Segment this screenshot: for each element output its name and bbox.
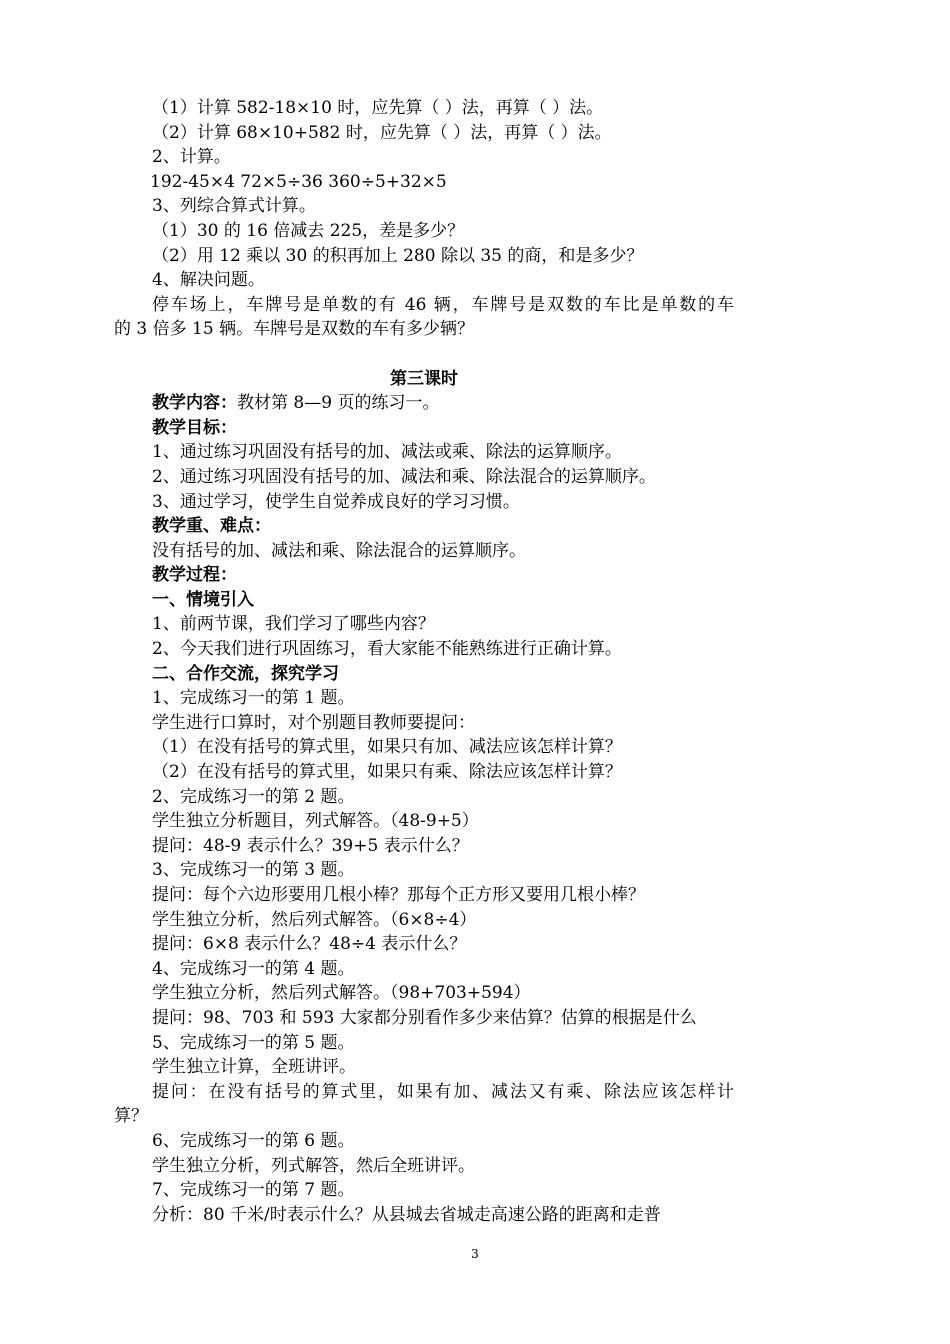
question-4-title: 4、解决问题。 — [152, 270, 265, 291]
practice-3: 3、完成练习一的第 3 题。 — [152, 860, 355, 881]
key-points-label: 教学重、难点： — [152, 516, 271, 537]
practice-5-question-line-2: 算？ — [114, 1106, 148, 1127]
question-3-1: （1）30 的 16 倍减去 225，差是多少？ — [152, 220, 465, 241]
practice-1-q2: （2）在没有括号的算式里，如果只有乘、除法应该怎样计算？ — [152, 762, 622, 783]
key-points-text: 没有括号的加、减法和乘、除法混合的运算顺序。 — [152, 540, 526, 561]
goal-3: 3、通过学习，使学生自觉养成良好的学习习惯。 — [152, 491, 520, 512]
question-2-title: 2、计算。 — [152, 147, 231, 168]
process-label: 教学过程： — [152, 565, 237, 586]
practice-7-analysis: 分析：80 千米/时表示什么？从县城去省城走高速公路的距离和走普 — [152, 1204, 661, 1225]
section-2-heading: 二、合作交流，探究学习 — [152, 663, 339, 684]
practice-5: 5、完成练习一的第 5 题。 — [152, 1032, 355, 1053]
practice-1: 1、完成练习一的第 1 题。 — [152, 688, 355, 709]
teaching-content-text: 教材第 8—9 页的练习一。 — [237, 393, 440, 414]
practice-2-note: 学生独立分析题目，列式解答。（48-9+5） — [152, 811, 479, 832]
page-body — [114, 96, 734, 1227]
practice-2-question: 提问：48-9 表示什么？39+5 表示什么？ — [152, 835, 469, 856]
section-1-item-2: 2、今天我们进行巩固练习，看大家能不能熟练进行正确计算。 — [152, 639, 622, 660]
practice-4: 4、完成练习一的第 4 题。 — [152, 958, 355, 979]
practice-7: 7、完成练习一的第 7 题。 — [152, 1180, 355, 1201]
teaching-goals-label: 教学目标： — [152, 417, 237, 438]
question-1-2: （2）计算 68×10+582 时，应先算（ ）法，再算（ ）法。 — [152, 122, 612, 143]
practice-4-note: 学生独立分析，然后列式解答。（98+703+594） — [152, 983, 531, 1004]
practice-6-note: 学生独立分析，列式解答，然后全班讲评。 — [152, 1155, 475, 1176]
question-3-title: 3、列综合算式计算。 — [152, 196, 316, 217]
practice-3-note: 学生独立分析，然后列式解答。（6×8÷4） — [152, 909, 477, 930]
practice-1-q1: （1）在没有括号的算式里，如果只有加、减法应该怎样计算？ — [152, 737, 622, 758]
practice-5-note: 学生独立计算，全班讲评。 — [152, 1057, 356, 1078]
teaching-content-label: 教学内容： — [152, 393, 237, 414]
practice-4-question: 提问：98、703 和 593 大家都分别看作多少来估算？估算的根据是什么 — [152, 1007, 697, 1028]
spacer — [114, 342, 734, 367]
lesson-title: 第三课时 — [390, 368, 458, 389]
goal-2: 2、通过练习巩固没有括号的加、减法和乘、除法混合的运算顺序。 — [152, 466, 656, 487]
question-4-line-1: 停车场上，车牌号是单数的有 46 辆，车牌号是双数的车比是单数的车 — [152, 294, 734, 315]
question-1-1: （1）计算 582-18×10 时，应先算（ ）法，再算（ ）法。 — [152, 98, 604, 118]
practice-3-question-1: 提问：每个六边形要用几根小棒？那每个正方形又要用几根小棒？ — [152, 885, 645, 905]
practice-2: 2、完成练习一的第 2 题。 — [152, 786, 355, 807]
question-4-line-2: 的 3 倍多 15 辆。车牌号是双数的车有多少辆？ — [114, 319, 475, 340]
practice-5-question-line-1: 提问：在没有括号的算式里，如果有加、减法又有乘、除法应该怎样计 — [152, 1081, 734, 1102]
goal-1: 1、通过练习巩固没有括号的加、减法或乘、除法的运算顺序。 — [152, 442, 622, 463]
practice-3-question-2: 提问：6×8 表示什么？48÷4 表示什么？ — [152, 934, 467, 955]
teaching-content — [114, 391, 734, 416]
practice-1-note: 学生进行口算时，对个别题目教师要提问： — [152, 712, 475, 733]
question-2-items: 192-45×4 72×5÷36 360÷5+32×5 — [150, 171, 447, 192]
question-3-2: （2）用 12 乘以 30 的积再加上 280 除以 35 的商，和是多少？ — [152, 245, 644, 266]
section-1-item-1: 1、前两节课，我们学习了哪些内容？ — [152, 614, 435, 635]
practice-6: 6、完成练习一的第 6 题。 — [152, 1130, 355, 1151]
page-number: 3 — [471, 1247, 479, 1261]
section-1-heading: 一、情境引入 — [152, 589, 254, 610]
